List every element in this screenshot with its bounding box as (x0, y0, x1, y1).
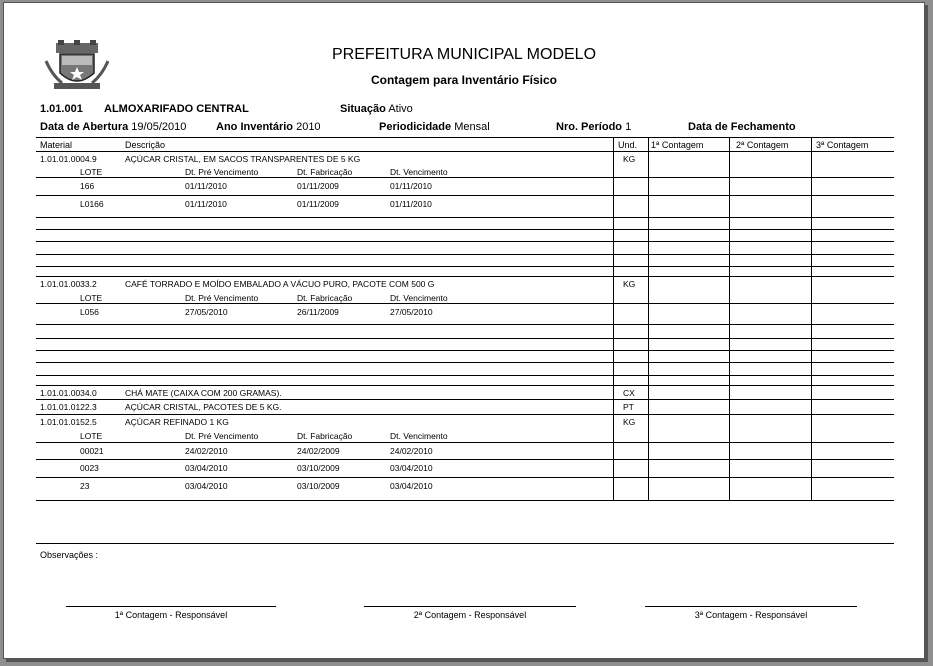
lot-expiry-date: 24/02/2010 (390, 446, 433, 456)
pre-expiry-header: Dt. Pré Vencimento (185, 293, 259, 303)
material-description: AÇÚCAR CRISTAL, PACOTES DE 5 KG. (125, 402, 282, 412)
pre-expiry-header: Dt. Pré Vencimento (185, 431, 259, 441)
opening-date-field (40, 121, 186, 133)
observations-label: Observações : (40, 550, 99, 560)
unit-cell: KG (623, 154, 636, 164)
unit-cell: KG (623, 417, 636, 427)
table-bottom-border (36, 500, 894, 501)
manufacture-header: Dt. Fabricação (297, 167, 353, 177)
status-field (340, 103, 413, 115)
closing-date-field (688, 121, 796, 133)
row-divider (36, 442, 894, 443)
report-page (3, 2, 925, 659)
status-value: Ativo (388, 103, 413, 115)
material-description: CAFÉ TORRADO E MOÍDO EMBALADO A VÁCUO PURO, PACOTE COM 500 G (125, 279, 435, 289)
material-code: 1.01.01.0004.9 (40, 154, 97, 164)
material-code: 1.01.01.0122.3 (40, 402, 97, 412)
period-number-label: Nro. Período (556, 121, 623, 133)
row-divider (36, 217, 894, 218)
signature-label-1: 1ª Contagem - Responsável (114, 610, 228, 620)
unit-cell: KG (623, 279, 636, 289)
row-divider (36, 414, 894, 415)
lot-number: 00021 (80, 446, 104, 456)
inventory-year-field (216, 121, 321, 133)
row-divider (36, 195, 894, 196)
lot-manufacture-date: 01/11/2009 (297, 181, 339, 191)
lot-pre-expiry: 24/02/2010 (185, 446, 228, 456)
lot-pre-expiry: 03/04/2010 (185, 481, 228, 491)
lot-expiry-date: 01/11/2010 (390, 199, 432, 209)
row-divider (36, 338, 894, 339)
closing-date-label: Data de Fechamento (688, 121, 796, 133)
row-divider (36, 459, 894, 460)
signature-line-1 (66, 606, 276, 607)
signature-label-3: 3ª Contagem - Responsável (694, 610, 808, 620)
row-divider (36, 266, 894, 267)
lot-number: L056 (80, 307, 99, 317)
lot-expiry-date: 27/05/2010 (390, 307, 433, 317)
lot-number: 23 (80, 481, 90, 491)
lot-expiry-date: 03/04/2010 (390, 463, 433, 473)
column-divider (811, 137, 812, 500)
expiry-header: Dt. Vencimento (390, 431, 448, 441)
opening-date-label: Data de Abertura (40, 121, 129, 133)
row-divider (36, 241, 894, 242)
lot-manufacture-date: 01/11/2009 (297, 199, 339, 209)
material-description: AÇÚCAR REFINADO 1 KG (125, 417, 229, 427)
column-divider (729, 137, 730, 500)
row-divider (36, 151, 894, 152)
material-description: AÇÚCAR CRISTAL, EM SACOS TRANSPARENTES DE 5 KG (125, 154, 361, 164)
signature-line-3 (645, 606, 857, 607)
unit-cell: PT (623, 402, 634, 412)
material-code: 1.01.01.0034.0 (40, 388, 97, 398)
row-divider (36, 276, 894, 277)
lot-header-label: LOTE (80, 431, 103, 441)
row-divider (36, 375, 894, 376)
period-number-field (556, 121, 631, 133)
lot-manufacture-date: 03/10/2009 (297, 463, 340, 473)
lot-header-label: LOTE (80, 293, 103, 303)
lot-number: L0166 (80, 199, 104, 209)
signature-label-2: 2ª Contagem - Responsável (413, 610, 527, 620)
row-divider (36, 324, 894, 325)
material-code: 1.01.01.0152.5 (40, 417, 97, 427)
column-divider (648, 137, 649, 500)
material-description: CHÁ MATE (CAIXA COM 200 GRAMAS). (125, 388, 282, 398)
manufacture-header: Dt. Fabricação (297, 293, 353, 303)
status-label: Situação (340, 103, 386, 115)
col-count3: 3ª Contagem (816, 140, 869, 150)
col-material: Material (40, 140, 73, 150)
periodicity-field (379, 121, 490, 133)
inventory-year-label: Ano Inventário (216, 121, 294, 133)
lot-number: 166 (80, 181, 95, 191)
row-divider (36, 385, 894, 386)
col-count2: 2ª Contagem (736, 140, 789, 150)
row-divider (36, 303, 894, 304)
expiry-header: Dt. Vencimento (390, 167, 448, 177)
obs-divider (36, 543, 894, 544)
expiry-header: Dt. Vencimento (390, 293, 448, 303)
row-divider (36, 177, 894, 178)
row-divider (36, 399, 894, 400)
report-title: PREFEITURA MUNICIPAL MODELO (331, 46, 597, 63)
inventory-year-value: 2010 (296, 121, 321, 133)
pre-expiry-header: Dt. Pré Vencimento (185, 167, 259, 177)
material-code: 1.01.01.0033.2 (40, 279, 97, 289)
row-divider (36, 350, 894, 351)
period-number-value: 1 (625, 121, 632, 133)
signature-line-2 (364, 606, 576, 607)
table-top-border (36, 137, 894, 138)
row-divider (36, 477, 894, 478)
lot-expiry-date: 01/11/2010 (390, 181, 432, 191)
lot-manufacture-date: 26/11/2009 (297, 307, 339, 317)
report-subtitle: Contagem para Inventário Físico (370, 73, 558, 87)
periodicity-label: Periodicidade (379, 121, 452, 133)
unit-code: 1.01.001 (40, 103, 83, 115)
lot-number: 0023 (80, 463, 99, 473)
column-divider (613, 137, 614, 500)
unit-cell: CX (623, 388, 635, 398)
lot-manufacture-date: 24/02/2009 (297, 446, 340, 456)
lot-pre-expiry: 01/11/2010 (185, 199, 227, 209)
row-divider (36, 254, 894, 255)
lot-manufacture-date: 03/10/2009 (297, 481, 340, 491)
row-divider (36, 362, 894, 363)
periodicity-value: Mensal (454, 121, 490, 133)
lot-expiry-date: 03/04/2010 (390, 481, 433, 491)
unit-name: ALMOXARIFADO CENTRAL (104, 103, 249, 115)
lot-pre-expiry: 01/11/2010 (185, 181, 227, 191)
col-und: Und. (618, 140, 638, 150)
col-count1: 1ª Contagem (651, 140, 704, 150)
col-descricao: Descrição (125, 140, 166, 150)
lot-pre-expiry: 03/04/2010 (185, 463, 228, 473)
row-divider (36, 229, 894, 230)
lot-pre-expiry: 27/05/2010 (185, 307, 228, 317)
opening-date-value: 19/05/2010 (131, 121, 187, 133)
lot-header-label: LOTE (80, 167, 103, 177)
manufacture-header: Dt. Fabricação (297, 431, 353, 441)
